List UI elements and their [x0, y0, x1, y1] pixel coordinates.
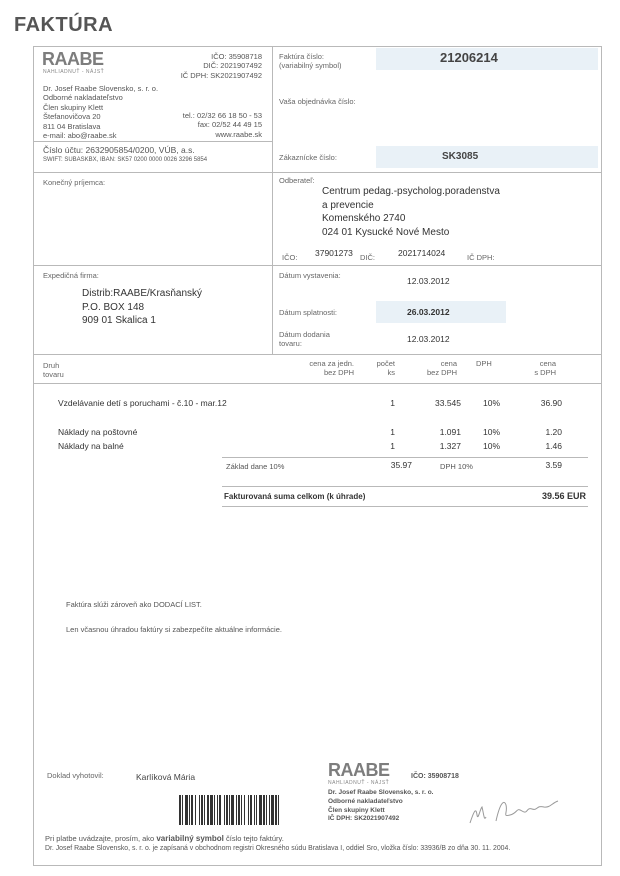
barcode-bar — [185, 795, 188, 825]
stamp-line-3: Člen skupiny Klett — [328, 806, 385, 814]
barcode-bar — [217, 795, 218, 825]
shipping-label: Expedičná firma: — [43, 271, 99, 280]
supplier-contacts — [150, 111, 262, 139]
table-row — [0, 441, 620, 455]
issue-date: 12.03.2012 — [407, 276, 450, 286]
item-total: 36.90 — [540, 398, 562, 408]
supplier-tel: tel.: 02/32 66 18 50 - 53 — [182, 111, 262, 120]
total-sum-label: Fakturovaná suma celkom (k úhrade) — [224, 492, 366, 501]
issuer-label: Doklad vyhotovil: — [47, 771, 104, 780]
buyer-dic: 2021714024 — [398, 248, 446, 258]
barcode-bar — [189, 795, 190, 825]
item-total: 1.20 — [545, 427, 562, 437]
barcode-bar — [241, 795, 242, 825]
buyer-dic-label: DIČ: — [360, 253, 375, 262]
tax-vat: 3.59 — [545, 460, 562, 470]
invoice-number: 21206214 — [440, 50, 498, 65]
footer-bold: variabilný symbol — [156, 834, 224, 843]
col-header-type-2: tovaru — [43, 370, 64, 380]
buyer-icdph-label: IČ DPH: — [467, 253, 495, 262]
buyer-ico-label: IČO: — [282, 253, 298, 262]
item-price: 1.327 — [439, 441, 461, 451]
invoice-number-label-1: Faktúra číslo: — [279, 52, 325, 61]
barcode-bar — [182, 795, 183, 825]
barcode-bar — [248, 795, 249, 825]
supplier-name: Dr. Josef Raabe Slovensko, s. r. o. — [43, 84, 159, 93]
item-vat: 10% — [482, 398, 500, 408]
stamp-text — [328, 789, 434, 824]
divider — [33, 141, 273, 142]
barcode-bar — [259, 795, 262, 825]
item-name: Vzdelávanie detí s poruchami - č.10 - mar.12 — [58, 398, 227, 408]
delivery-note: Faktúra slúži zároveň ako DODACÍ LIST. — [66, 600, 202, 609]
stamp-raabe-logo: RAABE — [328, 760, 390, 780]
supplier-ids — [160, 52, 262, 80]
page-title: FAKTÚRA — [14, 14, 114, 36]
barcode-bar — [236, 795, 237, 825]
buyer-street: Komenského 2740 — [322, 213, 406, 224]
col-header-vat: DPH — [476, 359, 492, 368]
delivery-date-label-2: tovaru: — [279, 339, 302, 349]
due-date-label: Dátum splatnosti: — [279, 308, 337, 317]
barcode-bar — [191, 795, 193, 825]
barcode-bar — [224, 795, 225, 825]
col-header-type-1: Druh — [43, 361, 60, 370]
delivery-date-label — [279, 330, 330, 349]
barcode-bar — [238, 795, 240, 825]
table-row — [0, 427, 620, 441]
col-header-total-1: cena — [539, 359, 556, 368]
item-price: 33.545 — [435, 398, 461, 408]
delivery-date-label-1: Dátum dodania — [279, 330, 330, 339]
barcode-bar — [244, 795, 245, 825]
raabe-logo: RAABE — [42, 49, 104, 69]
barcode-bar — [231, 795, 234, 825]
buyer-name-2: a prevencie — [322, 199, 374, 211]
supplier-swift: SWIFT: SUBASKBX, IBAN: SK57 0200 0000 0026 3296 5854 — [43, 157, 208, 163]
raabe-logo-tagline: NAHLIADNUŤ - NÁJSŤ — [43, 69, 105, 75]
col-header-qty-1: počet — [376, 359, 395, 368]
barcode-bar — [275, 795, 277, 825]
shipping-line-1: Distrib:RAABE/Krasňanský — [82, 288, 203, 299]
barcode-bar — [226, 795, 228, 825]
issue-date-label: Dátum vystavenia: — [279, 271, 341, 280]
barcode-bar — [229, 795, 230, 825]
supplier-web: www.raabe.sk — [215, 129, 262, 139]
shipping-address — [82, 287, 202, 328]
barcode-bar — [201, 795, 203, 825]
item-price: 1.091 — [439, 427, 461, 437]
barcode-bar — [254, 795, 255, 825]
barcode-bar — [210, 795, 213, 825]
col-header-total — [520, 359, 556, 378]
invoice-number-label — [279, 52, 342, 71]
buyer-name-1: Centrum pedag.-psycholog.poradenstva — [322, 186, 500, 197]
barcode-bar — [256, 795, 257, 825]
barcode — [179, 795, 321, 825]
barcode-bar — [263, 795, 265, 825]
item-vat: 10% — [482, 441, 500, 451]
stamp-ico: IČO: 35908718 — [411, 773, 459, 780]
tax-base: 35.97 — [390, 460, 412, 470]
supplier-city: 811 04 Bratislava — [43, 121, 101, 131]
col-header-price — [413, 359, 457, 378]
barcode-bar — [278, 795, 279, 825]
tax-vat-label: DPH 10% — [440, 462, 473, 471]
final-recipient-label: Konečný príjemca: — [43, 178, 106, 187]
stamp-line-4: IČ DPH: SK2021907492 — [328, 815, 400, 823]
item-total: 1.46 — [545, 441, 562, 451]
supplier-ico: IČO: 35908718 — [211, 52, 262, 61]
col-header-price-1: cena — [440, 359, 457, 368]
stamp-line-2: Odborné nakladateľstvo — [328, 797, 403, 805]
buyer-address — [322, 185, 500, 239]
divider — [33, 265, 601, 266]
barcode-bar — [179, 795, 181, 825]
barcode-bar — [266, 795, 267, 825]
barcode-bar — [219, 795, 221, 825]
invoice-number-label-2: (variabilný symbol) — [279, 61, 342, 71]
barcode-bar — [199, 795, 200, 825]
divider — [222, 457, 588, 458]
buyer-ico: 37901273 — [315, 248, 353, 258]
stamp-logo-tagline: NAHLIADNUŤ - NÁJSŤ — [328, 780, 390, 786]
footer-payment-note — [45, 834, 284, 844]
divider — [222, 486, 588, 487]
table-row — [0, 398, 620, 412]
tax-base-label: Základ dane 10% — [226, 462, 285, 471]
col-header-qty — [365, 359, 395, 378]
footer-post: číslo tejto faktúry. — [223, 834, 284, 843]
col-header-price-2: bez DPH — [426, 368, 457, 378]
footer-registry: Dr. Josef Raabe Slovensko, s. r. o. je zapísaná v obchodnom registri Okresného súdu Bratislava I, oddiel Sro, vložka číslo: 33936/B zo dňa 30. 11. 2004. — [45, 845, 511, 852]
barcode-bar — [195, 795, 196, 825]
stamp-line-1: Dr. Josef Raabe Slovensko, s. r. o. — [328, 789, 434, 796]
barcode-bar — [269, 795, 270, 825]
total-sum: 39.56 EUR — [541, 491, 586, 501]
item-name: Náklady na balné — [58, 441, 124, 451]
buyer-city: 024 01 Kysucké Nové Mesto — [322, 226, 450, 238]
barcode-bar — [271, 795, 274, 825]
item-qty: 1 — [390, 441, 395, 451]
barcode-bar — [204, 795, 205, 825]
supplier-line3: Člen skupiny Klett — [43, 102, 104, 112]
order-number-label: Vaša objednávka číslo: — [279, 97, 356, 106]
item-name: Náklady na poštovné — [58, 427, 138, 437]
divider — [33, 383, 601, 384]
due-date: 26.03.2012 — [407, 307, 450, 317]
divider — [33, 354, 601, 355]
col-header-qty-2: ks — [387, 368, 395, 378]
customer-number-bg — [376, 146, 598, 168]
supplier-icdph: IČ DPH: SK2021907492 — [180, 70, 262, 80]
supplier-fax: fax: 02/52 44 49 15 — [197, 120, 262, 130]
footer-pre: Pri platbe uvádzajte, prosím, ako — [45, 834, 157, 843]
divider — [222, 506, 588, 507]
supplier-street: Štefanovičova 20 — [43, 112, 101, 122]
item-qty: 1 — [390, 427, 395, 437]
info-note: Len včasnou úhradou faktúry si zabezpečíte aktuálne informácie. — [66, 625, 282, 634]
buyer-label: Odberateľ: — [279, 176, 315, 185]
barcode-bar — [207, 795, 209, 825]
barcode-bar — [214, 795, 215, 825]
customer-number: SK3085 — [442, 151, 479, 162]
invoice-frame — [33, 46, 602, 866]
col-header-unit-1: cena za jedn. — [309, 359, 354, 368]
col-header-unit — [296, 359, 354, 378]
delivery-date: 12.03.2012 — [407, 334, 450, 344]
col-header-total-2: s DPH — [534, 368, 556, 378]
supplier-account: Číslo účtu: 2632905854/0200, VÚB, a.s. — [43, 145, 195, 155]
shipping-line-2: P.O. BOX 148 — [82, 301, 145, 313]
item-vat: 10% — [482, 427, 500, 437]
issuer-name: Karlíková Mária — [136, 772, 196, 782]
supplier-dic: DIČ: 2021907492 — [203, 61, 262, 71]
barcode-bar — [250, 795, 252, 825]
signature — [466, 793, 566, 829]
supplier-email: e-mail: abo@raabe.sk — [43, 130, 117, 140]
supplier-line2: Odborné nakladateľstvo — [43, 93, 123, 103]
item-qty: 1 — [390, 398, 395, 408]
divider — [272, 46, 273, 355]
col-header-type — [43, 361, 64, 380]
customer-number-label: Zákaznícke číslo: — [279, 153, 337, 162]
shipping-line-3: 909 01 Skalica 1 — [82, 315, 156, 326]
col-header-unit-2: bez DPH — [323, 368, 354, 378]
divider — [33, 172, 601, 173]
